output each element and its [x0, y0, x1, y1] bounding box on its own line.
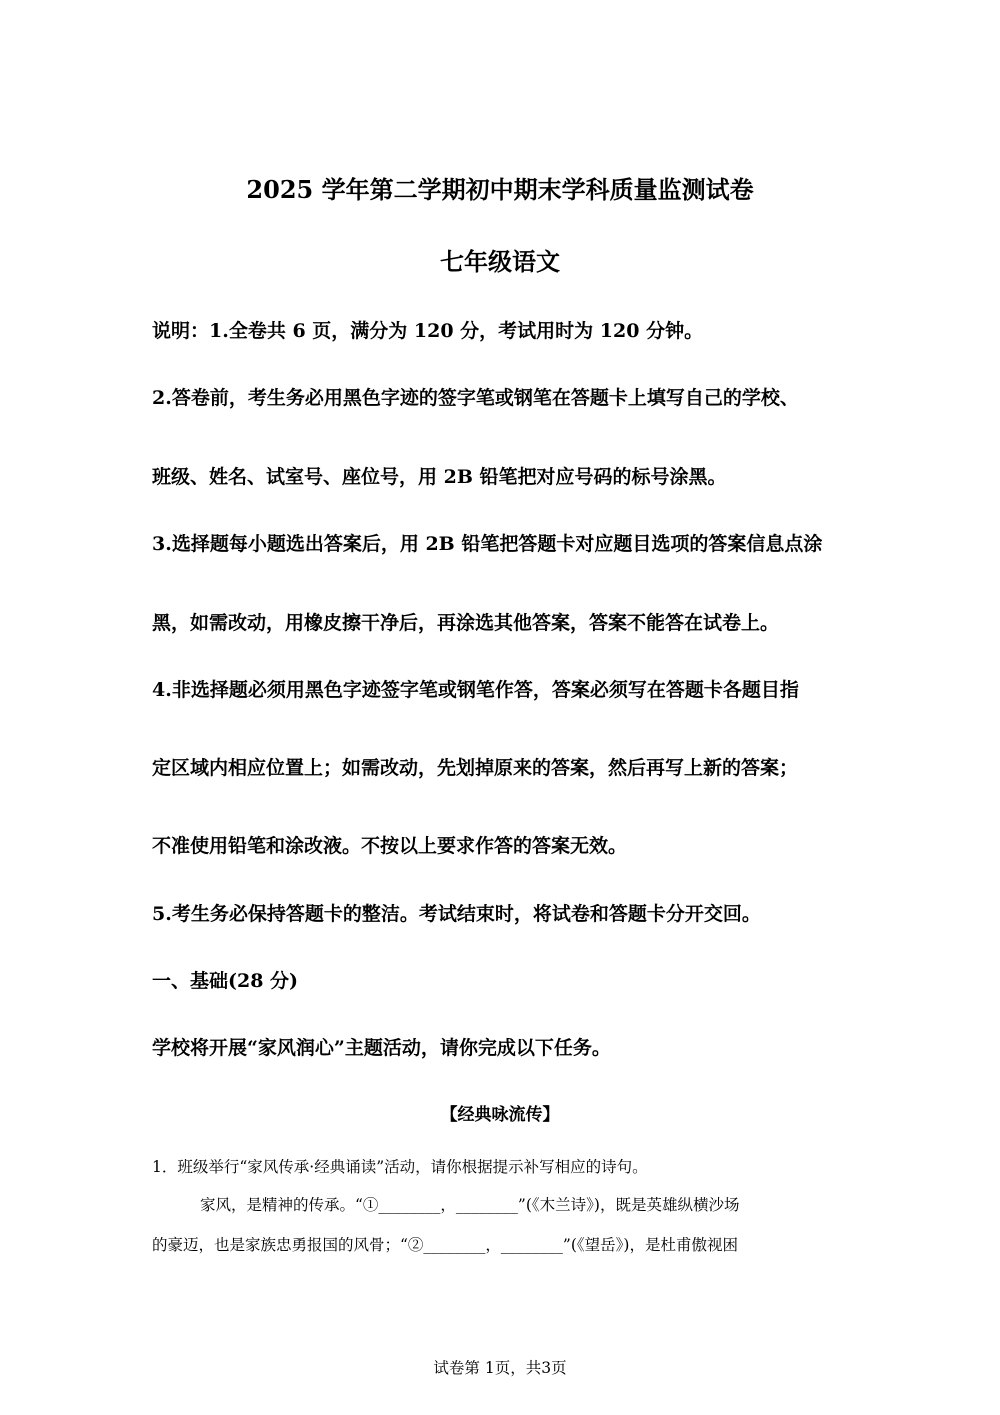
instruction-2-line-2: 班级、姓名、试室号、座位号，用 2B 铅笔把对应号码的标号涂黑。 — [152, 466, 727, 488]
instruction-4-line-2: 定区域内相应位置上；如需改动，先划掉原来的答案，然后再写上新的答案； — [152, 757, 799, 779]
section-subheading: 【经典咏流传】 — [440, 1105, 560, 1125]
instruction-5: 5.考生务必保持答题卡的整洁。考试结束时，将试卷和答题卡分开交回。 — [152, 903, 761, 925]
question-paragraph-line-1: 家风，是精神的传承。“①________，________”(《木兰诗》)，既是英雄纵横沙场 — [200, 1196, 740, 1214]
instruction-3-line-2: 黑，如需改动，用橡皮擦干净后，再涂选其他答案，答案不能答在试卷上。 — [152, 612, 780, 634]
exam-title: 2025 学年第二学期初中期末学科质量监测试卷 — [246, 175, 754, 204]
exam-subtitle: 七年级语文 — [440, 247, 560, 276]
section-heading: 一、基础(28 分) — [152, 970, 299, 992]
question-1: 1．班级举行“家风传承·经典诵读”活动，请你根据提示补写相应的诗句。 — [152, 1158, 648, 1176]
instruction-1: 说明：1.全卷共 6 页，满分为 120 分，考试用时为 120 分钟。 — [152, 320, 704, 342]
question-paragraph-line-2: 的豪迈，也是家族忠勇报国的风骨；“②________，________”(《望岳》)，是杜甫傲视困 — [152, 1236, 738, 1254]
instruction-4-line-3: 不准使用铅笔和涂改液。不按以上要求作答的答案无效。 — [152, 835, 628, 857]
instruction-2-line-1: 2.答卷前，考生务必用黑色字迹的签字笔或钢笔在答题卡上填写自己的学校、 — [152, 387, 799, 409]
instruction-4-line-1: 4.非选择题必须用黑色字迹签字笔或钢笔作答，答案必须写在答题卡各题目指 — [152, 679, 799, 701]
instruction-3-line-1: 3.选择题每小题选出答案后，用 2B 铅笔把答题卡对应题目选项的答案信息点涂 — [152, 533, 823, 555]
page-footer: 试卷第 1页，共3页 — [433, 1359, 567, 1377]
section-intro: 学校将开展“家风润心”主题活动，请你完成以下任务。 — [152, 1037, 611, 1059]
